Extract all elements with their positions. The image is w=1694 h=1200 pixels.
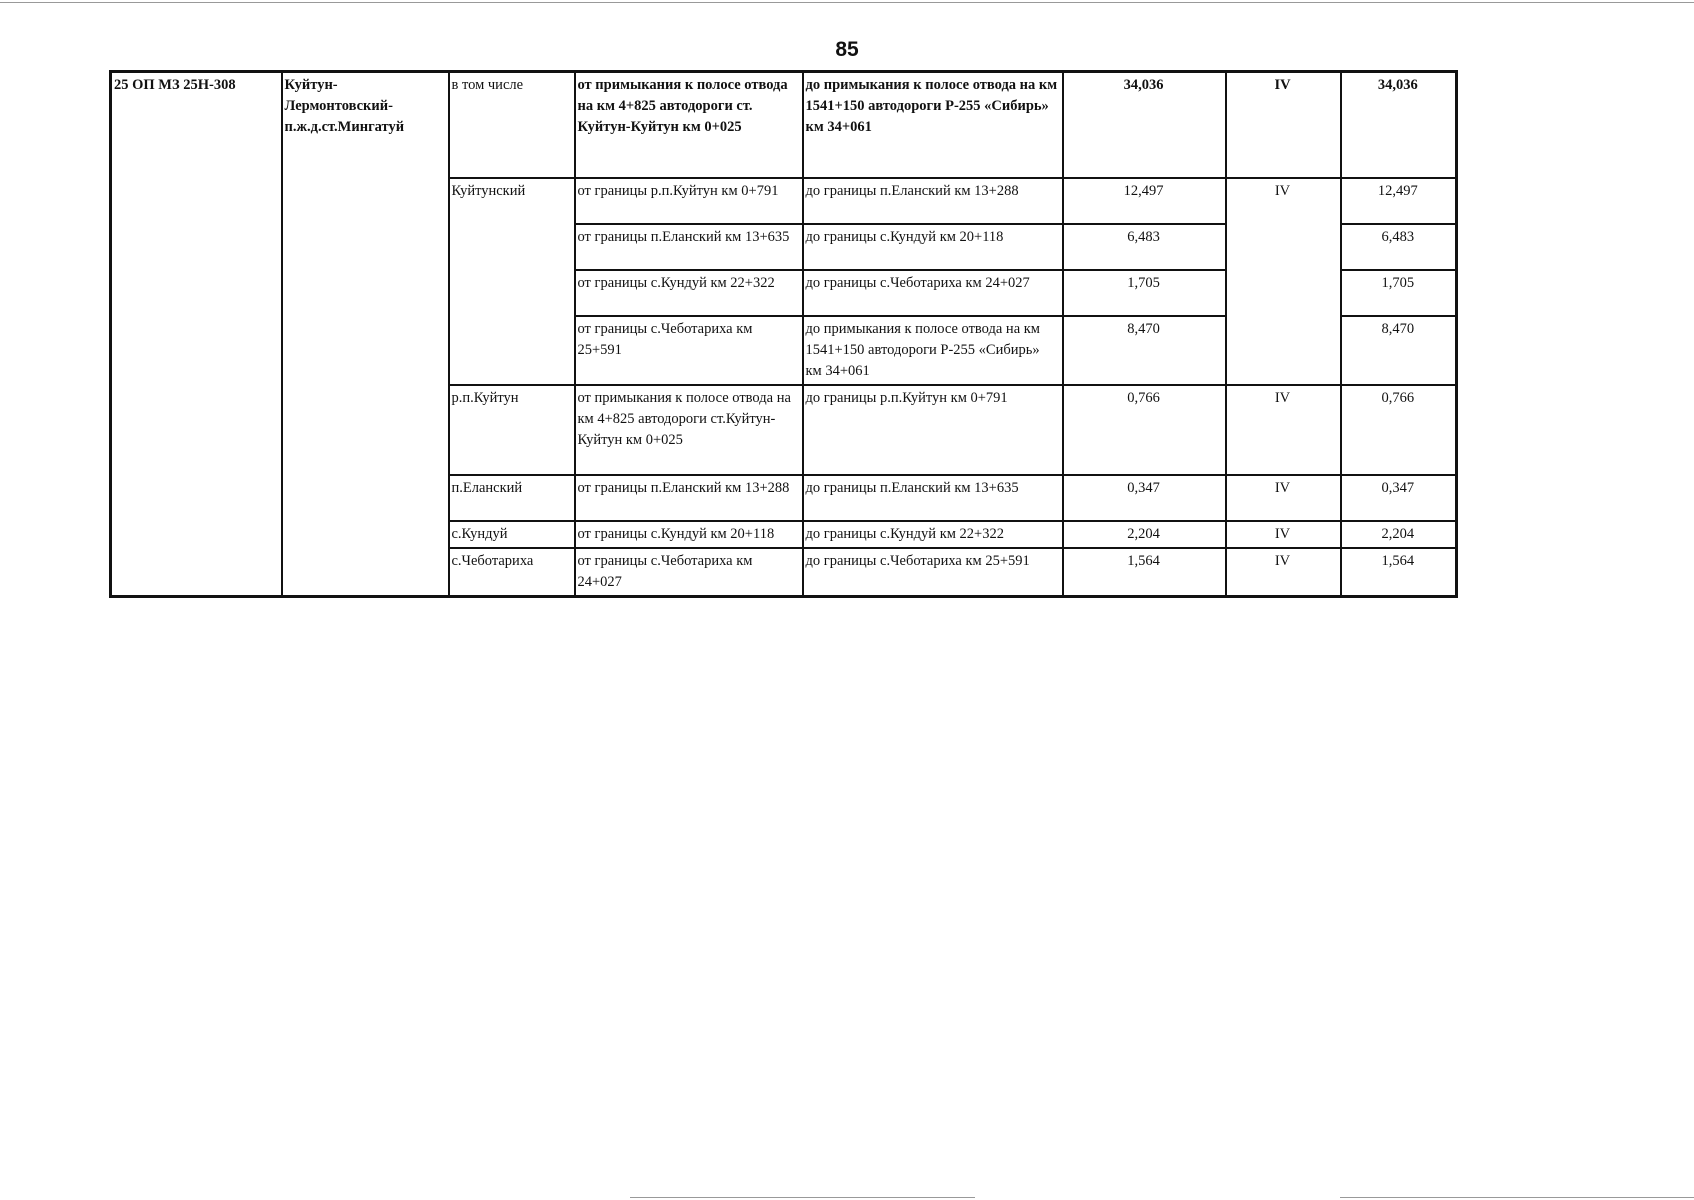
from-cell: от границы п.Еланский км 13+288 — [575, 475, 803, 521]
area-cell: п.Еланский — [449, 475, 575, 521]
length-total-cell: 0,347 — [1341, 475, 1457, 521]
to-cell: до примыкания к полосе отвода на км 1541+150 автодороги Р-255 «Сибирь» км 34+061 — [803, 72, 1063, 179]
area-cell: с.Кундуй — [449, 521, 575, 548]
area-cell: Куйтунский — [449, 178, 575, 385]
scan-edge-top — [0, 2, 1694, 3]
from-cell: от границы с.Чеботариха км 24+027 — [575, 548, 803, 597]
to-cell: до границы с.Чеботариха км 25+591 — [803, 548, 1063, 597]
to-cell: до границы с.Чеботариха км 24+027 — [803, 270, 1063, 316]
length-cell: 2,204 — [1063, 521, 1226, 548]
length-cell: 8,470 — [1063, 316, 1226, 385]
road-code-cell: 25 ОП МЗ 25Н-308 — [111, 72, 282, 597]
length-total-cell: 0,766 — [1341, 385, 1457, 475]
category-cell: IV — [1226, 548, 1341, 597]
roads-table — [109, 70, 1458, 598]
length-total-cell: 8,470 — [1341, 316, 1457, 385]
from-cell: от границы п.Еланский км 13+635 — [575, 224, 803, 270]
area-cell: в том числе — [449, 72, 575, 179]
area-cell: с.Чеботариха — [449, 548, 575, 597]
from-cell: от примыкания к полосе отвода на км 4+825 автодороги ст.Куйтун-Куйтун км 0+025 — [575, 385, 803, 475]
length-total-cell: 34,036 — [1341, 72, 1457, 179]
length-total-cell: 1,705 — [1341, 270, 1457, 316]
from-cell: от границы р.п.Куйтун км 0+791 — [575, 178, 803, 224]
length-total-cell: 12,497 — [1341, 178, 1457, 224]
from-cell: от границы с.Чеботариха км 25+591 — [575, 316, 803, 385]
length-total-cell: 2,204 — [1341, 521, 1457, 548]
scan-edge-bottom-right — [1340, 1197, 1694, 1198]
to-cell: до границы р.п.Куйтун км 0+791 — [803, 385, 1063, 475]
category-cell: IV — [1226, 385, 1341, 475]
table-row — [111, 72, 1457, 179]
road-name-cell: Куйтун-Лермонтовский-п.ж.д.ст.Мингатуй — [282, 72, 449, 597]
length-total-cell: 1,564 — [1341, 548, 1457, 597]
length-total-cell: 6,483 — [1341, 224, 1457, 270]
length-cell: 34,036 — [1063, 72, 1226, 179]
length-cell: 0,766 — [1063, 385, 1226, 475]
category-cell: IV — [1226, 178, 1341, 385]
category-cell: IV — [1226, 521, 1341, 548]
page-number: 85 — [835, 38, 859, 61]
length-cell: 0,347 — [1063, 475, 1226, 521]
length-cell: 6,483 — [1063, 224, 1226, 270]
area-cell: р.п.Куйтун — [449, 385, 575, 475]
category-cell: IV — [1226, 475, 1341, 521]
from-cell: от границы с.Кундуй км 22+322 — [575, 270, 803, 316]
from-cell: от границы с.Кундуй км 20+118 — [575, 521, 803, 548]
to-cell: до границы п.Еланский км 13+288 — [803, 178, 1063, 224]
to-cell: до границы п.Еланский км 13+635 — [803, 475, 1063, 521]
scan-edge-bottom — [630, 1197, 975, 1198]
to-cell: до границы с.Кундуй км 20+118 — [803, 224, 1063, 270]
to-cell: до примыкания к полосе отвода на км 1541+150 автодороги Р-255 «Сибирь» км 34+061 — [803, 316, 1063, 385]
length-cell: 12,497 — [1063, 178, 1226, 224]
category-cell: IV — [1226, 72, 1341, 179]
length-cell: 1,705 — [1063, 270, 1226, 316]
length-cell: 1,564 — [1063, 548, 1226, 597]
from-cell: от примыкания к полосе отвода на км 4+825 автодороги ст. Куйтун-Куйтун км 0+025 — [575, 72, 803, 179]
to-cell: до границы с.Кундуй км 22+322 — [803, 521, 1063, 548]
